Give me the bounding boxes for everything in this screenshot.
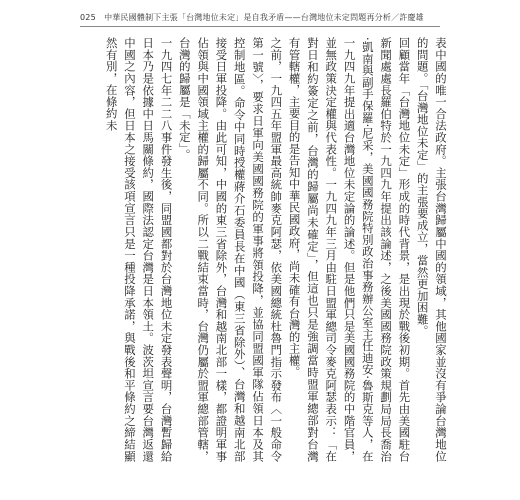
paragraph-2: 回顧當年「台灣地位未定」形成的時代背景，是出現於戰後初期。首先由美國駐台新聞處處長羅伯特於一九四九年提出該論述，之後美國國務院政策規劃局局長喬治·凱南與副手保羅·尼采，美國國務院特別政治事務辦公室主任迪安·魯斯克等人，在一九四九年提出適台灣地位未定論的論述。但是他們只是美國國務院的中階官員，並無政策決定權與代表性。一九四九年三月由駐日盟軍總司令麥克阿瑟表示：「在對日和約簽定之前，台灣的歸屬尚未確定」，但這也只是強調當時盟軍總部對台灣有管轄權，主要目的是告知中華民國政府，尚未確有台灣的主權。 xyxy=(287,37,412,462)
paragraph-1: 表中國的唯一合法政府。主張台灣歸屬中國的領域，其他國家並沒有爭論台灣地位的問題。「台灣地位未定」的主張要成立，當然更加困難。 xyxy=(415,37,448,462)
running-header: 025 中華民國體制下主張「台灣地位未定」是自我矛盾——台灣地位未定問題再分析／許慶雄 xyxy=(80,13,424,22)
vertical-body-text xyxy=(85,37,450,462)
paragraph-4: 一九四七年二二八事件發生後，同盟國都對於台灣地位未定發表聲明，台灣暫歸給日本乃是依據中日馬關條約，國際法認定台灣是日本領土。波茨坦宣言要台灣返還中國之內容，但日本之接受該項宣言只是一種投降承諾，與戰後和平條約之締結顯然有別，在條約未 xyxy=(104,37,174,462)
header-rule xyxy=(80,26,440,27)
paragraph-3: 之前，一九四五年盟軍最高統帥麥克阿瑟，依美國總統杜魯門指示發布〈一般命令第一號〉，要求日軍向美國國務院的軍事將領投降，並協同盟國軍隊佔領日本及其控制地區。命令中同時授權蔣介石委員長在中國（東三省除外）、台灣和越南北部接受日軍投降。由此可知，中國的東三省除外，台灣和越南北部一樣，都證明軍事佔領與中國領域主權的歸屬不同。所以二戰結束當時，台灣仍屬於盟軍總部管轄，台灣的歸屬是「未定」。 xyxy=(177,37,284,462)
